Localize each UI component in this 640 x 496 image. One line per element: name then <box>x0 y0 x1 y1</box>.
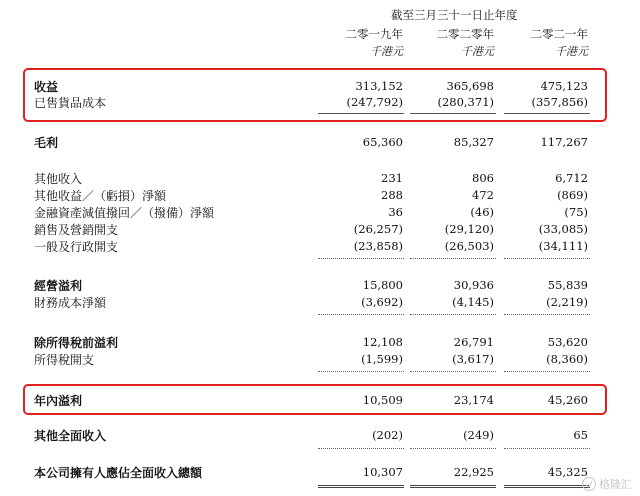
row-label: 一般及行政開支 <box>34 240 119 254</box>
year-header-2020: 二零二零年 <box>436 27 494 41</box>
gelonghui-logo-icon <box>582 477 596 491</box>
total-rule <box>318 485 404 488</box>
row-value-2021: (75) <box>564 205 588 219</box>
row-value-2019: (247,792) <box>346 95 403 109</box>
row-value-2019: (23,858) <box>353 239 403 253</box>
row-value-2019: (202) <box>372 428 403 442</box>
subtotal-rule <box>504 314 590 315</box>
row-value-2021: 475,123 <box>540 79 588 93</box>
row-value-2019: 36 <box>388 205 403 219</box>
row-value-2021: 45,260 <box>547 393 588 407</box>
row-value-2020: (26,503) <box>444 239 494 253</box>
row-value-2020: (29,120) <box>444 222 494 236</box>
row-label: 銷售及營銷開支 <box>34 223 119 237</box>
row-value-2020: 30,936 <box>453 278 494 292</box>
watermark <box>582 476 632 492</box>
row-value-2020: (46) <box>470 205 494 219</box>
subtotal-rule <box>410 314 496 315</box>
subtotal-rule <box>318 448 404 449</box>
unit-label-2019: 千港元 <box>370 45 403 58</box>
row-label: 其他全面收入 <box>34 429 107 443</box>
row-label: 其他收益／（虧損）淨額 <box>34 189 167 203</box>
row-value-2019: 12,108 <box>362 335 403 349</box>
row-value-2021: (2,219) <box>546 295 588 309</box>
row-value-2020: (3,617) <box>452 352 494 366</box>
row-label: 毛利 <box>34 136 59 150</box>
total-rule <box>410 485 496 488</box>
row-value-2021: 53,620 <box>547 335 588 349</box>
row-label: 財務成本淨額 <box>34 296 107 310</box>
row-value-2021: (33,085) <box>538 222 588 236</box>
row-value-2021: 45,325 <box>547 465 588 479</box>
row-value-2019: (3,692) <box>361 295 403 309</box>
row-value-2021: 6,712 <box>555 171 588 185</box>
row-value-2019: 10,509 <box>362 393 403 407</box>
row-value-2020: 365,698 <box>446 79 494 93</box>
row-label: 除所得稅前溢利 <box>34 336 119 350</box>
row-value-2020: (249) <box>463 428 494 442</box>
year-header-2019: 二零一九年 <box>345 27 403 41</box>
row-value-2021: (869) <box>557 188 588 202</box>
subtotal-rule <box>410 448 496 449</box>
row-value-2020: 26,791 <box>453 335 494 349</box>
subtotal-rule <box>410 371 496 372</box>
row-value-2021: 65 <box>573 428 588 442</box>
row-value-2020: 806 <box>472 171 494 185</box>
row-value-2019: 10,307 <box>362 465 403 479</box>
row-value-2019: 231 <box>381 171 403 185</box>
row-value-2021: 117,267 <box>540 135 588 149</box>
row-label: 本公司擁有人應佔全面收入總額 <box>34 466 203 480</box>
row-label: 經營溢利 <box>34 279 83 293</box>
total-rule <box>504 485 590 488</box>
subtotal-rule <box>318 314 404 315</box>
subtotal-rule <box>504 448 590 449</box>
row-label: 所得稅開支 <box>34 353 95 367</box>
row-label: 金融資產減值撥回／（撥備）淨額 <box>34 206 215 220</box>
year-header-2021: 二零二一年 <box>530 27 588 41</box>
period-title: 截至三月三十一日止年度 <box>391 8 518 22</box>
unit-label-2021: 千港元 <box>555 45 588 58</box>
row-value-2019: 313,152 <box>355 79 403 93</box>
subtotal-rule <box>318 258 404 259</box>
unit-label-2020: 千港元 <box>461 45 494 58</box>
highlight-box-revenue <box>23 68 607 122</box>
row-value-2020: 23,174 <box>453 393 494 407</box>
subtotal-rule <box>318 371 404 372</box>
row-value-2021: (357,856) <box>531 95 588 109</box>
row-value-2019: (1,599) <box>361 352 403 366</box>
row-value-2019: 15,800 <box>362 278 403 292</box>
row-value-2019: 65,360 <box>362 135 403 149</box>
row-value-2020: (280,371) <box>437 95 494 109</box>
row-value-2021: (34,111) <box>538 239 588 253</box>
row-value-2019: 288 <box>381 188 403 202</box>
watermark-text: 格隆汇 <box>599 478 632 491</box>
row-value-2020: 85,327 <box>453 135 494 149</box>
row-label: 其他收入 <box>34 172 83 186</box>
subtotal-rule <box>410 258 496 259</box>
row-label: 已售貨品成本 <box>34 96 107 110</box>
subtotal-rule <box>504 258 590 259</box>
row-value-2020: 22,925 <box>453 465 494 479</box>
row-value-2021: 55,839 <box>547 278 588 292</box>
highlight-box-profit-for-year <box>23 384 607 415</box>
row-value-2021: (8,360) <box>546 352 588 366</box>
row-value-2020: (4,145) <box>452 295 494 309</box>
row-label: 年內溢利 <box>34 394 83 408</box>
row-value-2019: (26,257) <box>353 222 403 236</box>
subtotal-rule <box>504 371 590 372</box>
row-label: 收益 <box>34 80 59 94</box>
row-value-2020: 472 <box>472 188 494 202</box>
